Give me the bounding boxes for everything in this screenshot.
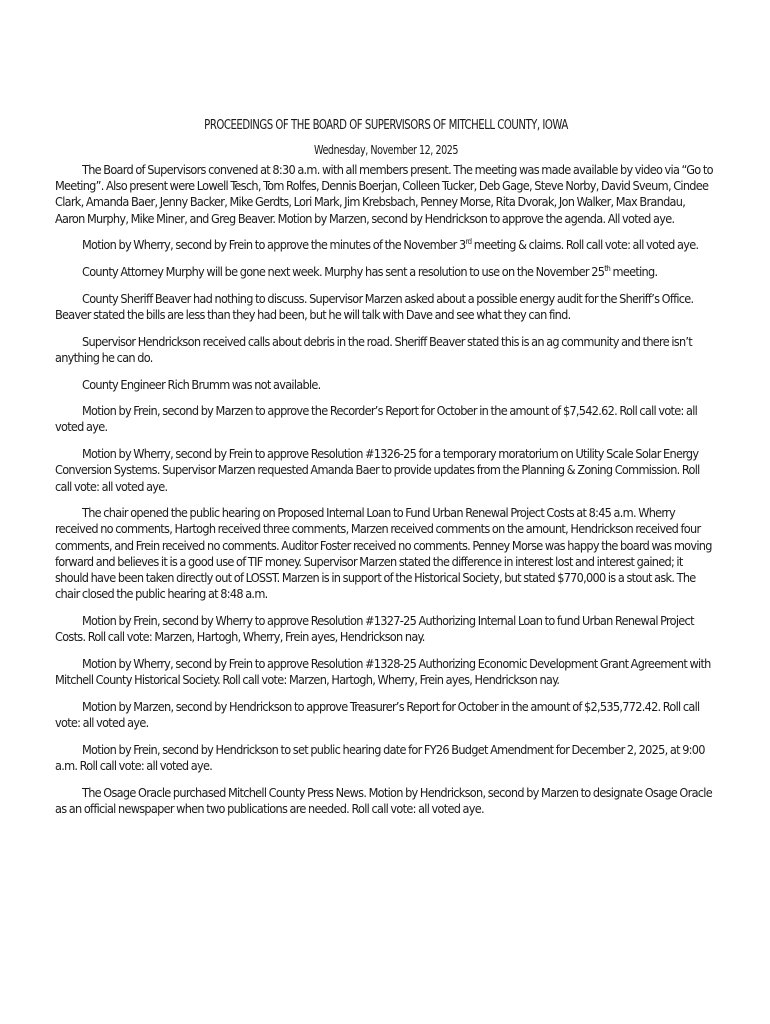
paragraph-road-debris: Supervisor Hendrickson received calls about debris in the road. Sheriff Beaver stated this is an ag community and there isn’t anything he can do. <box>55 333 693 365</box>
paragraph-official-newspaper: The Osage Oracle purchased Mitchell County Press News. Motion by Hendrickson, second by Marzen to designate Osage Oracle as an official newspaper when two publications are needed. Roll call vote: all voted aye. <box>55 784 712 816</box>
document-page <box>55 118 717 828</box>
document-title: PROCEEDINGS OF THE BOARD OF SUPERVISORS OF MITCHELL COUNTY, IOWA <box>204 118 568 133</box>
paragraph-public-hearing: The chair opened the public hearing on Proposed Internal Loan to Fund Urban Renewal Project Costs at 8:45 a.m. Wherry received no comments, Hartogh received three comments, Marzen received comments on the amount, Hendrickson received four comments, and Frein received no comments. Auditor Foster received no comments. Penney Morse was happy the board was moving forward and believes it is a good use of TIF money. Supervisor Marzen stated the difference in interest lost and interest gained; it should have been taken directly out of LOSST. Marzen is in support of the Historical Society, but stated $770,000 is a stout ask. The chair closed the public hearing at 8:48 a.m. <box>55 505 712 602</box>
paragraph-resolution-1327: Motion by Frein, second by Wherry to approve Resolution #1327-25 Authorizing Internal Loan to fund Urban Renewal Project Costs. Roll call vote: Marzen, Hartogh, Wherry, Frein ayes, Hendrickson nay. <box>55 612 694 645</box>
paragraph-call-to-order: The Board of Supervisors convened at 8:30 a.m. with all members present. The meeting was made available by video via “Go to Meeting”. Also present were Lowell Tesch, Tom Rolfes, Dennis Boerjan, Colleen Tucker, Deb Gage, Steve Norby, David Sveum, Cindee Clark, Amanda Baer, Jenny Backer, Mike Gerdts, Lori Mark, Jim Krebsbach, Penney Morse, Rita Dvorak, Jon Walker, Max Brandau, Aaron Murphy, Mike Miner, and Greg Beaver. Motion by Marzen, second by Hendrickson to approve the agenda. All voted aye. <box>55 162 713 226</box>
paragraph-treasurers-report: Motion by Marzen, second by Hendrickson to approve Treasurer’s Report for October in the amount of $2,535,772.42. Roll call vote: all voted aye. <box>55 698 700 730</box>
paragraph-county-sheriff: County Sheriff Beaver had nothing to discuss. Supervisor Marzen asked about a possible energy audit for the Sheriff’s Office. Beaver stated the bills are less than they had been, but he will talk with Dave and see what they can find. <box>55 290 694 322</box>
paragraph-county-attorney: County Attorney Murphy will be gone next week. Murphy has sent a resolution to use on the November 25th meeting. <box>82 263 658 280</box>
paragraph-recorders-report: Motion by Frein, second by Marzen to approve the Recorder’s Report for October in the amount of $7,542.62. Roll call vote: all voted aye. <box>55 403 698 435</box>
meeting-date: Wednesday, November 12, 2025 <box>314 142 458 157</box>
paragraph-resolution-1326: Motion by Wherry, second by Frein to approve Resolution #1326-25 for a temporary moratorium on Utility Scale Solar Energy Conversion Systems. Supervisor Marzen requested Amanda Baer to provide updates from the Planning & Zoning Commission. Roll call vote: all voted aye. <box>55 446 700 494</box>
paragraph-budget-hearing: Motion by Frein, second by Hendrickson to set public hearing date for FY26 Budget Amendment for December 2, 2025, at 9:00 a.m. Roll call vote: all voted aye. <box>55 741 705 773</box>
paragraph-minutes-approval: Motion by Wherry, second by Frein to approve the minutes of the November 3rd meeting & claims. Roll call vote: all voted aye. <box>82 237 699 253</box>
paragraph-county-engineer: County Engineer Rich Brumm was not available. <box>82 376 321 392</box>
paragraph-resolution-1328: Motion by Wherry, second by Frein to approve Resolution #1328-25 Authorizing Economic Development Grant Agreement with Mitchell County Historical Society. Roll call vote: Marzen, Hartogh, Wherry, Frein ayes, Hendrickson nay. <box>55 655 711 688</box>
